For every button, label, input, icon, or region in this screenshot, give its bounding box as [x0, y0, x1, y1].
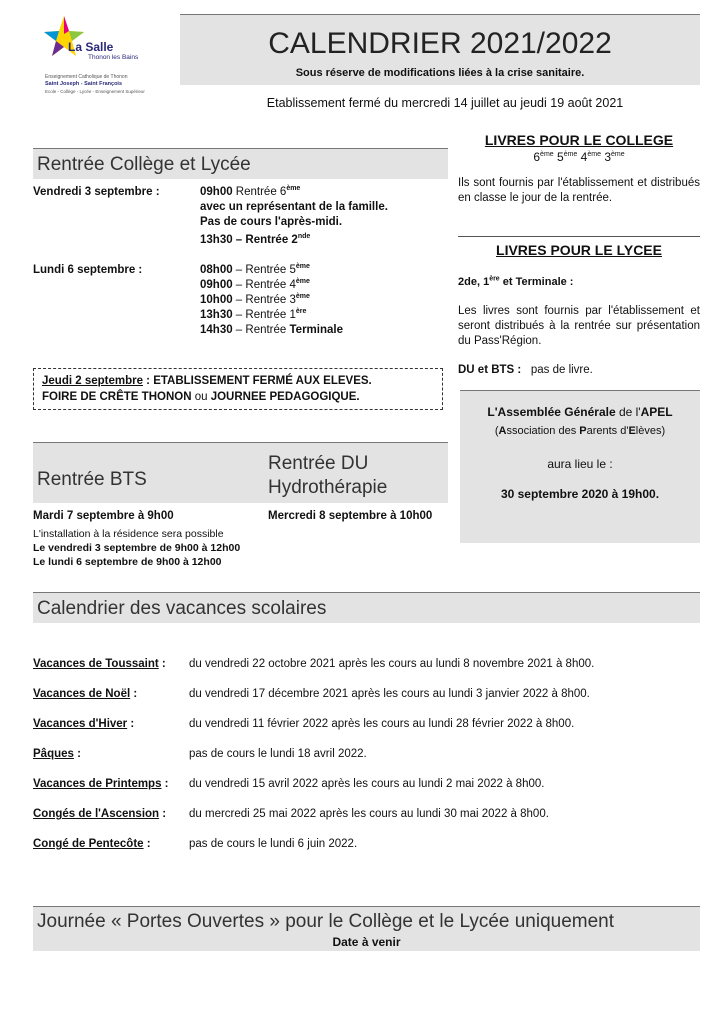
- day2-entry-time: 13h30: [200, 309, 233, 321]
- apel-line2: [460, 425, 700, 437]
- or-text: ou: [191, 391, 211, 403]
- day1-entry2-sup: nde: [297, 233, 311, 241]
- vacation-dates: du mercredi 25 mai 2022 après les cours au lundi 30 mai 2022 à 8h00.: [189, 808, 549, 820]
- day2-entry-text: – Rentrée 5: [232, 264, 296, 276]
- day2-entry-bold: Terminale: [289, 324, 343, 336]
- vacation-dates: du vendredi 15 avril 2022 après les cours au lundi 2 mai 2022 à 8h00.: [189, 778, 545, 790]
- vacation-label: Congés de l'Ascension: [33, 808, 160, 820]
- day1-entry2-text: – Rentrée 2: [232, 234, 298, 246]
- bts-info-3: Le lundi 6 septembre de 9h00 à 12h00: [33, 556, 222, 568]
- day1-entry1-line2: avec un représentant de la famille.: [200, 201, 388, 213]
- vacation-label: Vacances de Printemps: [33, 778, 162, 790]
- level-sup: ème: [540, 151, 554, 158]
- vacation-label: Vacances de Toussaint: [33, 658, 159, 670]
- journee-text: JOURNEE PEDAGOGIQUE.: [210, 391, 360, 403]
- portes-ouvertes-date: Date à venir: [332, 935, 401, 949]
- apel-line1: [460, 405, 700, 419]
- vacation-dates: pas de cours le lundi 18 avril 2022.: [189, 748, 367, 760]
- college-lycee-title: Rentrée Collège et Lycée: [37, 154, 251, 175]
- day2-entry: [200, 264, 310, 276]
- closure-box-line1: [42, 375, 372, 387]
- day1-entry2: [200, 234, 310, 246]
- day2-entry-text: – Rentrée: [232, 324, 290, 336]
- day2-entry-time: 08h00: [200, 264, 233, 276]
- vacation-sep: :: [130, 688, 138, 700]
- vacation-sep: :: [159, 808, 167, 820]
- du-bts-label: DU et BTS :: [458, 364, 522, 376]
- lycee-classes-sup: ère: [489, 275, 500, 283]
- day2-entry-text: – Rentrée 3: [232, 294, 296, 306]
- header-band: [180, 14, 700, 85]
- vacances-title: Calendrier des vacances scolaires: [37, 598, 327, 619]
- lycee-classes: [458, 276, 573, 288]
- vacation-sep: :: [127, 718, 135, 730]
- apel-date: 30 septembre 2020 à 19h00.: [500, 487, 660, 501]
- du-bts-text: pas de livre.: [530, 364, 593, 376]
- vacation-label: Vacances de Noël: [33, 688, 131, 700]
- bts-du-header: [33, 442, 448, 503]
- apel-e: E: [628, 425, 636, 437]
- day2-label: Lundi 6 septembre :: [33, 264, 143, 276]
- college-lycee-header: [33, 148, 448, 179]
- vacation-label: Congé de Pentecôte: [33, 838, 144, 850]
- vacation-dates: pas de cours le lundi 6 juin 2022.: [189, 838, 358, 850]
- day2-entry-sup: ème: [295, 293, 310, 301]
- apel-line3: aura lieu le :: [547, 457, 613, 471]
- day2-entry-time: 09h00: [200, 279, 233, 291]
- apel-acronym: APEL: [640, 405, 673, 419]
- level-4: 4: [580, 150, 588, 164]
- livres-lycee-title: LIVRES POUR LE LYCEE: [496, 242, 662, 258]
- closure-box-text: : ETABLISSEMENT FERMÉ AUX ELEVES.: [142, 375, 372, 387]
- du-bts-books: [458, 364, 593, 376]
- level-sup: ème: [563, 151, 578, 158]
- closure-box: [33, 368, 443, 410]
- vacation-row: [33, 748, 81, 760]
- day2-entry: [200, 309, 306, 321]
- day2-entry-text: – Rentrée 4: [232, 279, 296, 291]
- vacation-row: [33, 778, 169, 790]
- day2-entry-sup: ère: [295, 308, 307, 316]
- vacation-row: [33, 838, 151, 850]
- day2-entry-time: 10h00: [200, 294, 233, 306]
- day2-entry-sup: ème: [295, 263, 310, 271]
- vacation-row: [33, 658, 166, 670]
- level-3: 3: [604, 150, 612, 164]
- closure-box-date: Jeudi 2 septembre: [42, 375, 143, 387]
- level-sup: ème: [611, 151, 625, 158]
- apel-de: de l': [615, 405, 641, 419]
- foire-text: FOIRE DE CRÊTE THONON: [42, 391, 192, 403]
- vacation-row: [33, 808, 166, 820]
- vacation-row: [33, 688, 137, 700]
- day2-entry-time: 14h30: [200, 324, 233, 336]
- apel-a: A: [498, 425, 507, 437]
- bts-info-1: L'installation à la résidence sera possible: [33, 528, 224, 540]
- vacances-header: [33, 592, 700, 623]
- livres-college-text: Ils sont fournis par l'établissement et distribués en classe le jour de la rentrée.: [458, 177, 700, 204]
- day2-entry: [200, 324, 343, 336]
- bts-date: Mardi 7 septembre à 9h00: [33, 510, 174, 522]
- day1-entry2-time: 13h30: [200, 234, 233, 246]
- vacation-label: Vacances d'Hiver: [33, 718, 128, 730]
- apel-ag: L'Assemblée Générale: [487, 405, 616, 419]
- day2-entry: [200, 279, 310, 291]
- level-sup: ème: [587, 151, 601, 158]
- day2-entry-sup: ème: [295, 278, 310, 286]
- portes-ouvertes-title: Journée « Portes Ouvertes » pour le Collège et le Lycée uniquement: [37, 911, 615, 932]
- page-subtitle: Sous réserve de modifications liées à la crise sanitaire.: [295, 67, 585, 79]
- du-title-line1: Rentrée DU: [268, 453, 369, 474]
- vacation-sep: :: [158, 658, 166, 670]
- apel-t3: lèves): [635, 425, 666, 437]
- lycee-classes-a: 2de, 1: [458, 276, 490, 288]
- logo-tagline-1: Enseignement Catholique de Thonon: [45, 74, 128, 80]
- day1-entry1-line3: Pas de cours l'après-midi.: [200, 216, 343, 228]
- level-6: 6: [533, 150, 541, 164]
- vacation-sep: :: [161, 778, 169, 790]
- day1-entry1-text: Rentrée 6: [232, 186, 287, 198]
- level-5: 5: [557, 150, 564, 164]
- vacation-label: Pâques: [33, 748, 74, 760]
- closure-notice: Etablissement fermé du mercredi 14 juillet au jeudi 19 août 2021: [266, 96, 624, 110]
- apel-t2: arents d': [586, 425, 629, 437]
- day1-entry1-time: 09h00: [200, 186, 233, 198]
- lycee-classes-b: et Terminale :: [499, 276, 574, 288]
- day1-entry1: [200, 186, 300, 198]
- vacation-sep: :: [73, 748, 81, 760]
- bts-info-2: Le vendredi 3 septembre de 9h00 à 12h00: [33, 542, 241, 554]
- apel-p: P: [579, 425, 587, 437]
- livres-lycee-text: Les livres sont fournis par l'établissement et seront distribués à la rentrée sur présentation du Pass'Région.: [458, 305, 700, 347]
- logo-tagline-2: Saint Joseph - Saint François: [45, 81, 123, 87]
- bts-title: Rentrée BTS: [37, 469, 147, 490]
- vacation-dates: du vendredi 11 février 2022 après les cours au lundi 28 février 2022 à 8h00.: [189, 718, 575, 730]
- du-date: Mercredi 8 septembre à 10h00: [268, 510, 433, 522]
- vacation-dates: du vendredi 17 décembre 2021 après les cours au lundi 3 janvier 2022 à 8h00.: [189, 688, 590, 700]
- apel-box: [460, 390, 700, 543]
- day1-label: Vendredi 3 septembre :: [33, 186, 160, 198]
- logo-tagline-3: Ecole - Collège - Lycée - Enseignement Supérieur: [45, 89, 145, 94]
- vacation-sep: :: [143, 838, 151, 850]
- page-title: CALENDRIER 2021/2022: [268, 27, 612, 60]
- logo-location: Thonon les Bains: [88, 54, 139, 61]
- day1-entry1-sup: ème: [286, 185, 301, 193]
- day2-entry-text: – Rentrée 1: [232, 309, 296, 321]
- vacation-dates: du vendredi 22 octobre 2021 après les cours au lundi 8 novembre 2021 à 8h00.: [189, 658, 595, 670]
- college-levels: [458, 150, 700, 164]
- portes-ouvertes-header: [33, 906, 700, 951]
- school-logo: [40, 14, 180, 110]
- apel-paren: (: [494, 425, 499, 437]
- lycee-divider: [458, 236, 700, 237]
- vacation-row: [33, 718, 134, 730]
- logo-name: La Salle: [68, 40, 114, 54]
- livres-college-title: LIVRES POUR LE COLLEGE: [484, 132, 674, 148]
- closure-box-line2: [42, 391, 360, 403]
- du-title-line2: Hydrothérapie: [268, 477, 388, 498]
- day2-entry: [200, 294, 310, 306]
- apel-t1: ssociation des: [506, 425, 580, 437]
